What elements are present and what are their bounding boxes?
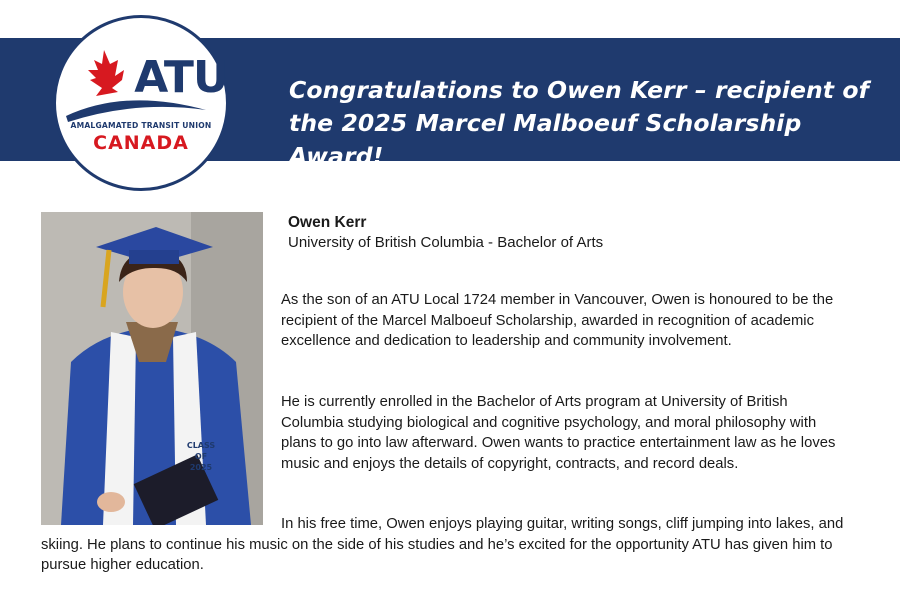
logo-wordmark: ATU — [134, 52, 228, 103]
graduate-photo — [41, 212, 263, 525]
recipient-school: University of British Columbia - Bachelor of Arts — [288, 234, 604, 251]
logo-union-name: AMALGAMATED TRANSIT UNION — [70, 121, 212, 130]
headline: Congratulations to Owen Kerr – recipient of the 2025 Marcel Malboeuf Scholarship Award! — [289, 76, 869, 170]
stole-text: CLASS OF 2025 — [186, 441, 216, 472]
paragraph-studies: He is currently enrolled in the Bachelor of Arts program at University of British Columbia studying biological and cognitive psychology, and moral philosophy with plans to go into law afterward. Owen wants to practice entertainment law as he loves music and enjoys the details of copyright, contracts, and record deals. — [281, 394, 836, 472]
maple-leaf-icon — [56, 18, 226, 188]
paragraph-background: As the son of an ATU Local 1724 member in Vancouver, Owen is honoured to be the recipient of the Marcel Malboeuf Scholarship, awarded in recognition of academic excellence and dedication to leadership and community involvement. — [281, 292, 834, 349]
atu-canada-logo — [53, 15, 229, 191]
recipient-name: Owen Kerr — [288, 214, 367, 231]
paragraph-hobbies: In his free time, Owen enjoys playing guitar, writing songs, cliff jumping into lakes, and skiing. He plans to continue his music on the side of his studies and he’s excited for the opportunity ATU has given him to pursue higher education. — [41, 516, 844, 573]
logo-country: CANADA — [93, 132, 189, 154]
